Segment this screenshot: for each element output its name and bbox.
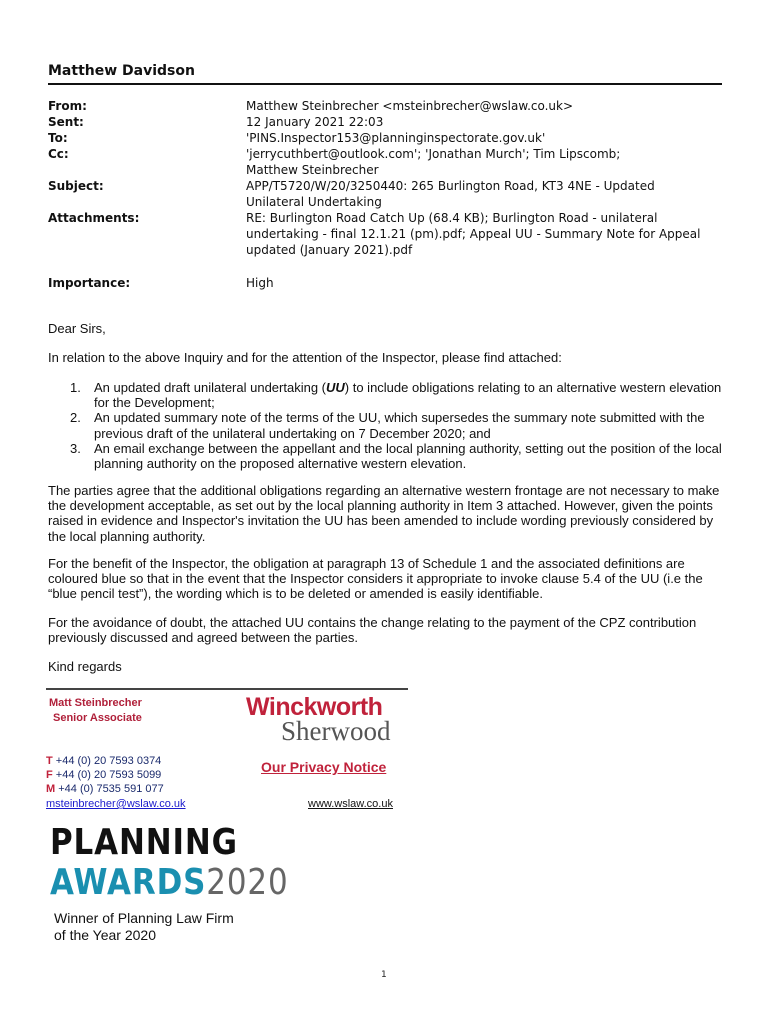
award-caption-line1: Winner of Planning Law Firm bbox=[54, 910, 234, 926]
cc-label: Cc: bbox=[48, 147, 69, 161]
list-item bbox=[48, 410, 723, 440]
list-item-number: 3. bbox=[70, 440, 81, 456]
attachments-label: Attachments: bbox=[48, 211, 140, 225]
list-item-text: An updated summary note of the terms of the UU, which supersedes the summary note submitted with the previous draft of the unilateral undertaking on 7 December 2020; and bbox=[94, 410, 705, 441]
list-item-bold: UU bbox=[326, 380, 345, 395]
signature-title: Senior Associate bbox=[53, 712, 142, 724]
award-title-planning: PLANNING bbox=[50, 822, 238, 863]
award-title-line2 bbox=[50, 862, 289, 903]
paragraph-blue-pencil: For the benefit of the Inspector, the obligation at paragraph 13 of Schedule 1 and the associated definitions are coloured blue so that in the event that the Inspector considers it appropriate to invoke clause 5.4 of the UU (i.e the “blue pencil test”), the wording which is to be deleted or amended is easily identifiable. bbox=[48, 556, 703, 602]
header-divider bbox=[48, 83, 722, 85]
phone-value: +44 (0) 20 7593 0374 bbox=[55, 755, 162, 767]
sender-name: Matthew Davidson bbox=[48, 63, 195, 79]
greeting: Dear Sirs, bbox=[48, 321, 106, 336]
list-item-text: An email exchange between the appellant and the local planning authority, setting out the position of the local planning authority on the proposed alternative western elevation. bbox=[94, 440, 722, 472]
award-caption-line2: of the Year 2020 bbox=[54, 927, 156, 943]
to-value: 'PINS.Inspector153@planninginspectorate.gov.uk' bbox=[246, 131, 546, 145]
award-word-awards: AWARDS bbox=[50, 862, 207, 903]
page-number: 1 bbox=[381, 970, 387, 980]
mobile-line bbox=[46, 783, 164, 795]
list-item bbox=[48, 380, 723, 410]
attachment-list bbox=[48, 380, 723, 471]
signature-name: Matt Steinbrecher bbox=[49, 697, 142, 709]
subject-label: Subject: bbox=[48, 179, 104, 193]
paragraph-parties-agree: The parties agree that the additional obligations regarding an alternative western frontage are not necessary to make the development acceptable, as set out by the local planning authority in Item 3 attached. However, given the points raised in evidence and Inspector's invitation the UU has been amended to include wording previously considered by the local planning authority. bbox=[48, 483, 720, 544]
signature-divider bbox=[46, 688, 408, 690]
award-caption bbox=[54, 910, 234, 944]
from-label: From: bbox=[48, 99, 87, 113]
cc-value: 'jerrycuthbert@outlook.com'; 'Jonathan Murch'; Tim Lipscomb; Matthew Steinbrecher bbox=[246, 147, 621, 177]
email-link[interactable]: msteinbrecher@wslaw.co.uk bbox=[46, 798, 186, 810]
fax-value: +44 (0) 20 7593 5099 bbox=[55, 769, 162, 781]
paragraph-cpz: For the avoidance of doubt, the attached UU contains the change relating to the payment of the CPZ contribution previously discussed and agreed between the parties. bbox=[48, 615, 697, 646]
to-label: To: bbox=[48, 131, 68, 145]
winckworth-logo-line1: Winckworth bbox=[246, 693, 383, 721]
phone-line bbox=[46, 755, 161, 767]
from-value: Matthew Steinbrecher <msteinbrecher@wslaw.co.uk> bbox=[246, 99, 574, 113]
award-year: 2020 bbox=[206, 862, 289, 903]
winckworth-logo-line2: Sherwood bbox=[281, 716, 391, 746]
closing: Kind regards bbox=[48, 659, 122, 674]
subject-value: APP/T5720/W/20/3250440: 265 Burlington Road, KT3 4NE - Updated Unilateral Undertaking bbox=[246, 179, 655, 209]
privacy-notice-link[interactable]: Our Privacy Notice bbox=[261, 759, 387, 775]
mobile-value: +44 (0) 7535 591 077 bbox=[58, 783, 164, 795]
list-item-number: 2. bbox=[70, 410, 81, 426]
sent-label: Sent: bbox=[48, 115, 84, 129]
list-item-number: 1. bbox=[70, 380, 81, 395]
importance-label: Importance: bbox=[48, 276, 131, 290]
list-item bbox=[48, 441, 723, 471]
sent-value: 12 January 2021 22:03 bbox=[246, 115, 384, 129]
phone-key: T bbox=[46, 755, 53, 767]
list-item-text: An updated draft unilateral undertaking ( bbox=[94, 380, 326, 395]
website-link[interactable]: www.wslaw.co.uk bbox=[308, 798, 393, 810]
importance-value: High bbox=[246, 276, 274, 290]
intro-paragraph: In relation to the above Inquiry and for the attention of the Inspector, please find attached: bbox=[48, 350, 562, 365]
attachments-value[interactable]: RE: Burlington Road Catch Up (68.4 KB); Burlington Road - unilateral undertaking - final 12.1.21 (pm).pdf; Appeal UU - Summary Note for Appeal updated (January 2021).pdf bbox=[246, 211, 701, 257]
mobile-key: M bbox=[46, 783, 56, 795]
fax-key: F bbox=[46, 769, 53, 781]
fax-line bbox=[46, 769, 161, 781]
list-item-text-end: ) to include obligations relating to an alternative western elevation for the Development; bbox=[94, 380, 722, 411]
